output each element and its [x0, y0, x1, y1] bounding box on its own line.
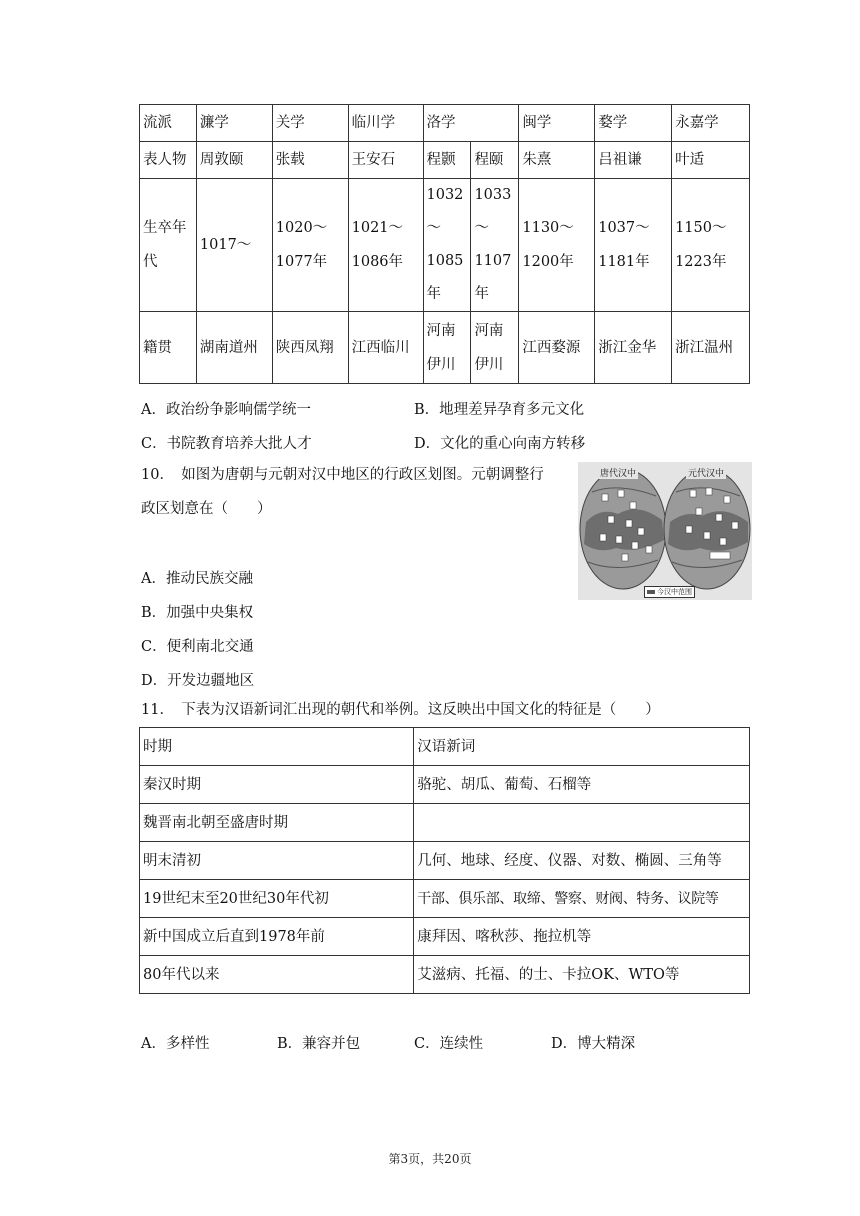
table-cell: 1020～1077年: [272, 179, 348, 312]
header-cell: 汉语新词: [414, 728, 750, 766]
legend-swatch-icon: [647, 590, 655, 594]
table-cell: 魏晋南北朝至盛唐时期: [140, 804, 414, 842]
table-cell: 朱熹: [519, 142, 595, 179]
q11-option-c[interactable]: C．连续性: [414, 1036, 484, 1052]
table-cell: 浙江温州: [672, 312, 750, 384]
table-cell: 1032～1085年: [423, 179, 471, 312]
table-cell: 周敦颐: [196, 142, 272, 179]
table-cell: 艾滋病、托福、的士、卡拉OK、WTO等: [414, 956, 750, 994]
table-cell: 1021～1086年: [348, 179, 423, 312]
vocab-table: [139, 727, 750, 994]
row-label: 籍贯: [140, 312, 197, 384]
table-cell: 张载: [272, 142, 348, 179]
table-cell: 明末清初: [140, 842, 414, 880]
header-cell: 婺学: [595, 105, 672, 142]
row-label: 表人物: [140, 142, 197, 179]
table-cell: 江西临川: [348, 312, 423, 384]
header-cell: 关学: [272, 105, 348, 142]
table-cell: [414, 804, 750, 842]
table-cell: 骆驼、胡瓜、葡萄、石榴等: [414, 766, 750, 804]
map-legend: [644, 586, 695, 598]
row-label: 生卒年代: [140, 179, 197, 312]
q10-option-c[interactable]: C．便利南北交通: [141, 639, 254, 655]
table-cell: 1017～: [196, 179, 272, 312]
schools-table: [139, 104, 750, 384]
table-cell: 程颐: [471, 142, 519, 179]
table-cell: 1037～1181年: [595, 179, 672, 312]
table-cell: 80年代以来: [140, 956, 414, 994]
option-a[interactable]: A．政治纷争影响儒学统一: [141, 402, 311, 418]
page-footer: 第3页，共20页: [388, 1152, 472, 1166]
question-11-stem: 11． 下表为汉语新词汇出现的朝代和举例。这反映出中国文化的特征是（ ）: [141, 702, 660, 718]
q11-option-a[interactable]: A．多样性: [141, 1036, 210, 1052]
header-cell: 流派: [140, 105, 197, 142]
q11-option-b[interactable]: B．兼容并包: [277, 1036, 361, 1052]
table-cell: 干部、俱乐部、取缔、警察、财阀、特务、议院等: [414, 880, 750, 918]
question-10-stem: 10． 如图为唐朝与元朝对汉中地区的行政区划图。元朝调整行: [141, 467, 544, 483]
table-cell: 新中国成立后直到1978年前: [140, 918, 414, 956]
table-cell: 河南伊川: [471, 312, 519, 384]
table-cell: 程颢: [423, 142, 471, 179]
table-cell: 1150～1223年: [672, 179, 750, 312]
table-cell: 康拜因、喀秋莎、拖拉机等: [414, 918, 750, 956]
table-cell: 浙江金华: [595, 312, 672, 384]
header-cell: 濂学: [196, 105, 272, 142]
han-zhong-map-figure: [578, 462, 752, 600]
header-cell: 闽学: [519, 105, 595, 142]
table-cell: 江西婺源: [519, 312, 595, 384]
header-cell: 洛学: [423, 105, 519, 142]
q10-option-b[interactable]: B．加强中央集权: [141, 605, 254, 621]
table-cell: 1033～1107年: [471, 179, 519, 312]
option-d[interactable]: D．文化的重心向南方转移: [414, 436, 586, 452]
header-cell: 永嘉学: [672, 105, 750, 142]
table-cell: 河南伊川: [423, 312, 471, 384]
table-cell: 1130～1200年: [519, 179, 595, 312]
table-cell: 19世纪末至20世纪30年代初: [140, 880, 414, 918]
question-10-stem-cont: 政区划意在（ ）: [141, 501, 272, 517]
table-cell: 湖南道州: [196, 312, 272, 384]
table-cell: 几何、地球、经度、仪器、对数、椭圆、三角等: [414, 842, 750, 880]
q11-option-d[interactable]: D．博大精深: [551, 1036, 636, 1052]
table-cell: 吕祖谦: [595, 142, 672, 179]
q10-option-d[interactable]: D．开发边疆地区: [141, 673, 255, 689]
map-legend-label: 今汉中范围: [657, 588, 692, 596]
table-cell: 秦汉时期: [140, 766, 414, 804]
map-title-yuan: 元代汉中: [686, 466, 726, 479]
map-title-tang: 唐代汉中: [598, 466, 638, 479]
header-cell: 临川学: [348, 105, 423, 142]
table-cell: 叶适: [672, 142, 750, 179]
table-cell: 王安石: [348, 142, 423, 179]
table-cell: 陕西凤翔: [272, 312, 348, 384]
header-cell: 时期: [140, 728, 414, 766]
option-c[interactable]: C．书院教育培养大批人才: [141, 436, 312, 452]
q10-option-a[interactable]: A．推动民族交融: [141, 571, 253, 587]
option-b[interactable]: B．地理差异孕育多元文化: [414, 402, 585, 418]
